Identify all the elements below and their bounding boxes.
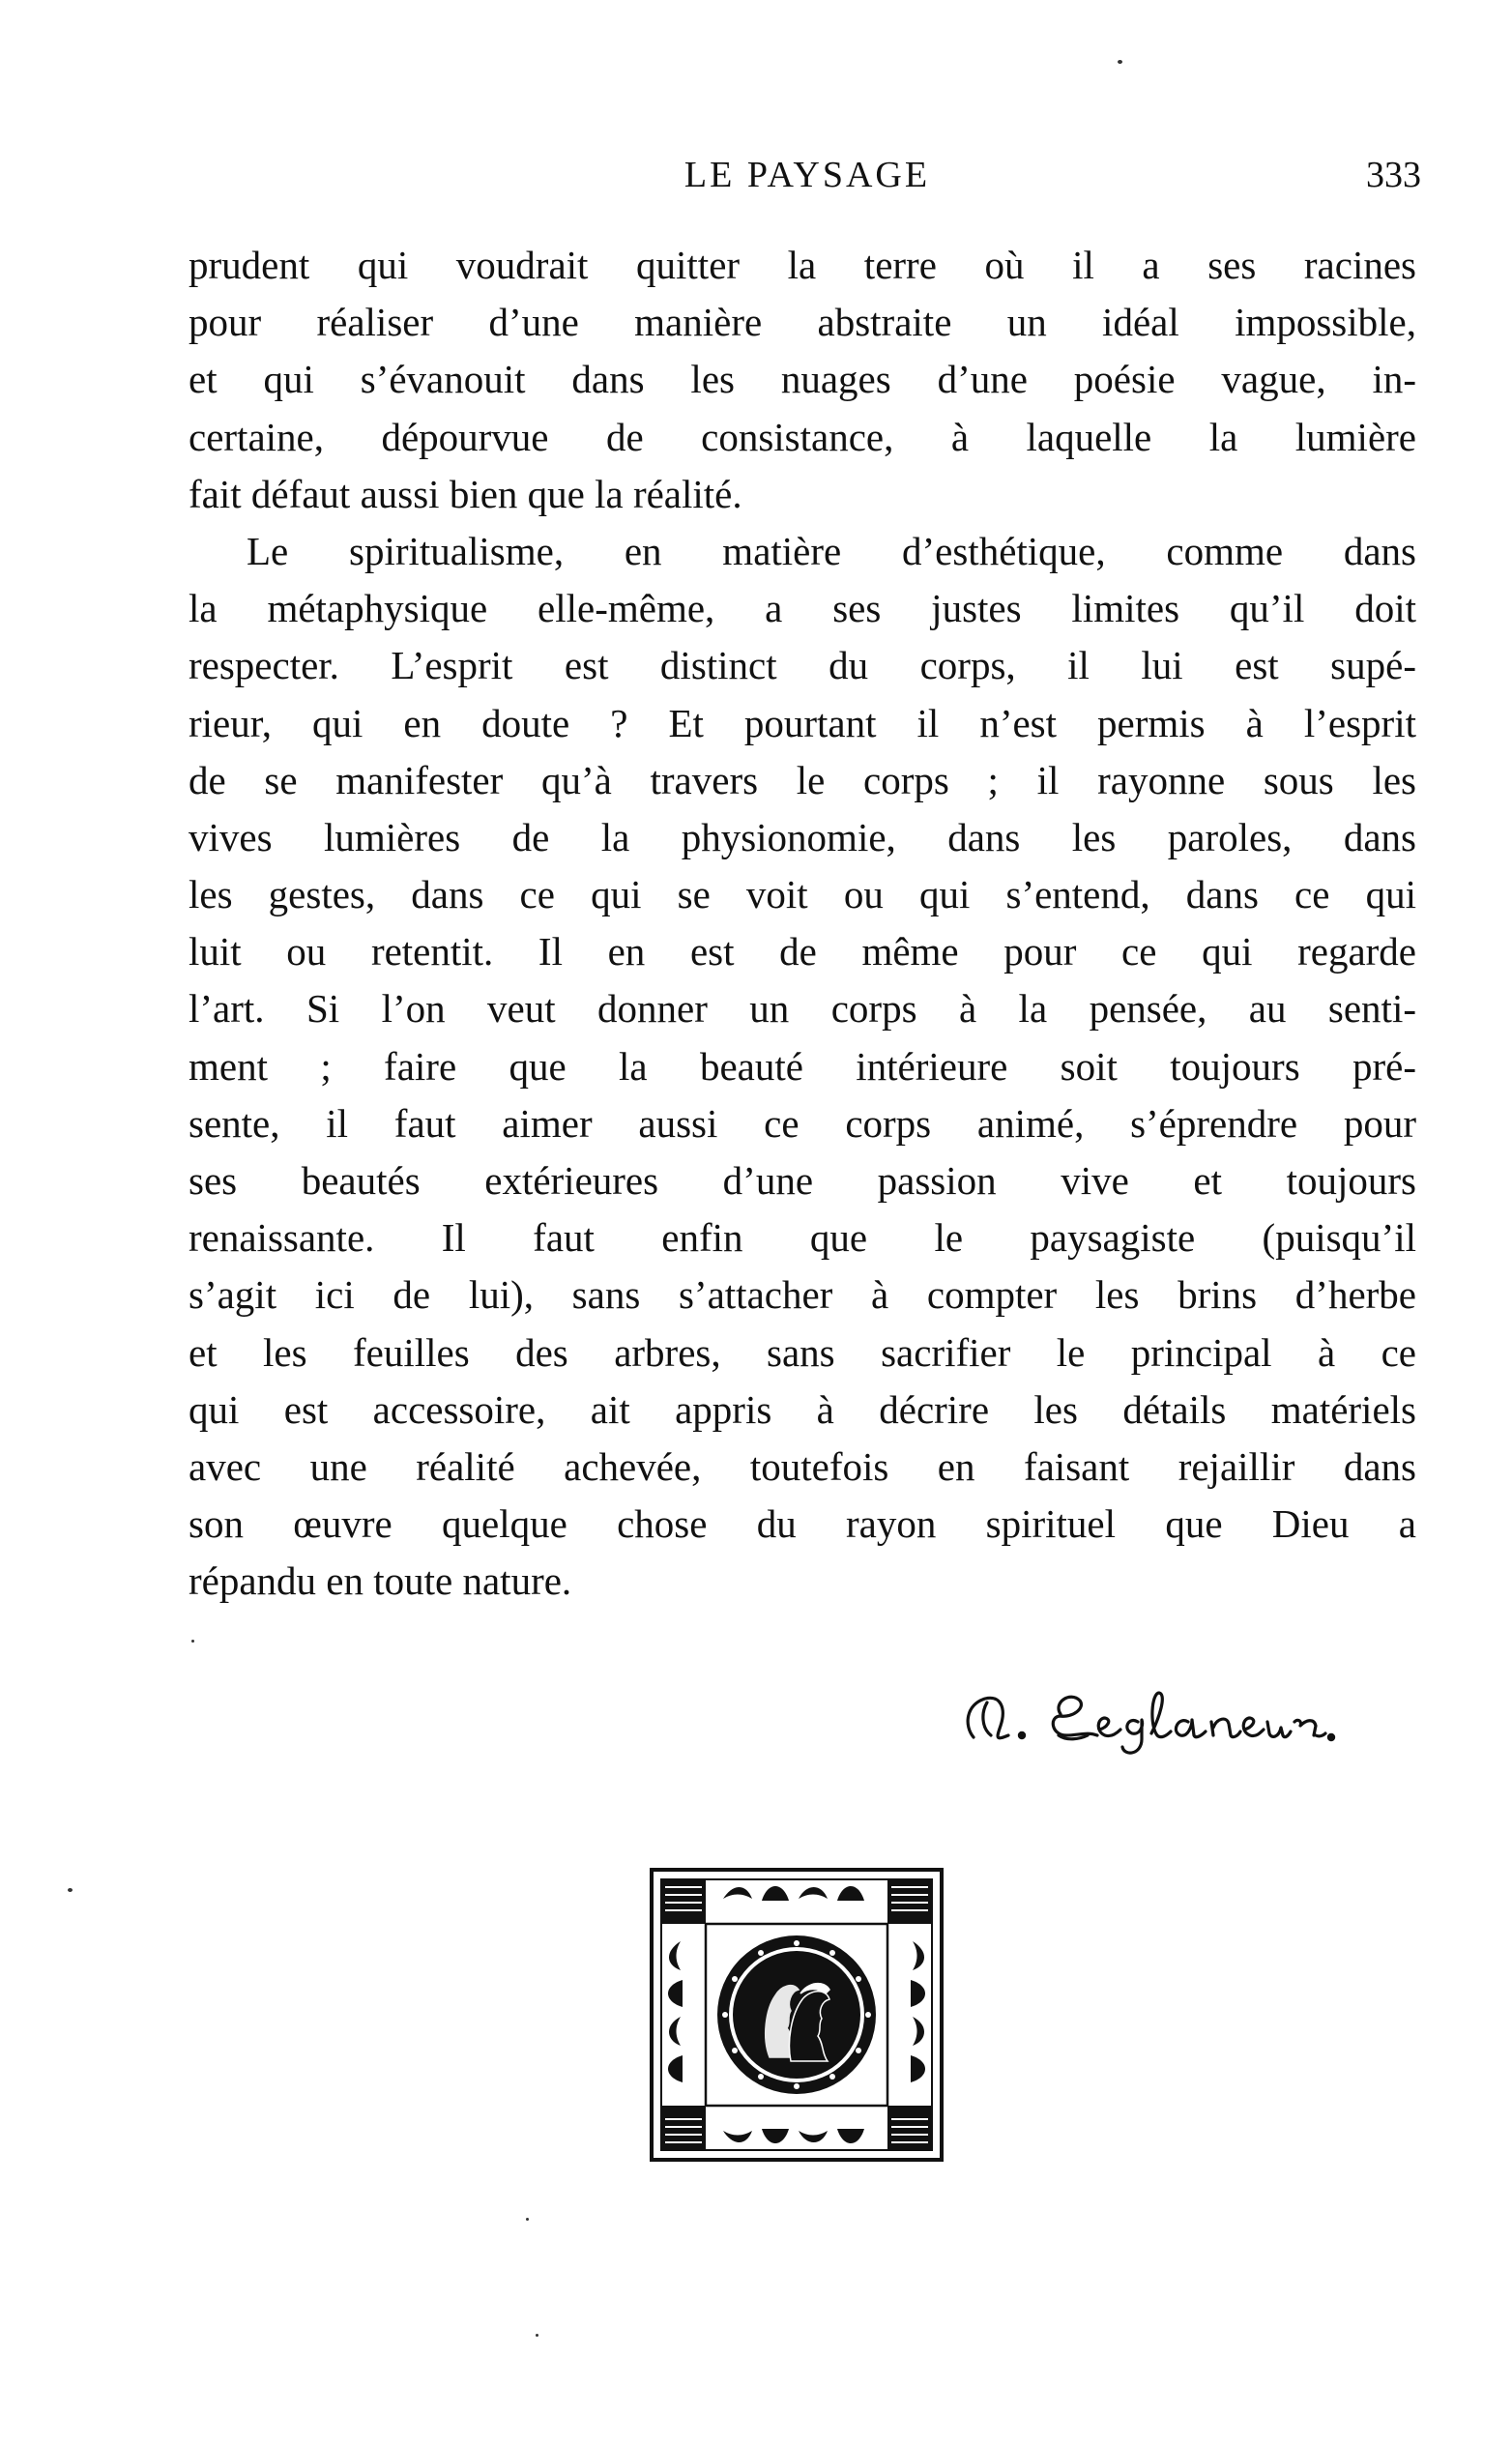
text-line: rieur, qui en doute ? Et pourtant il n’est permis à l’esprit [189,700,1416,745]
text-line: la métaphysique elle-même, a ses justes limites qu’il doit [189,586,1416,631]
print-speck [191,1640,194,1643]
text-line: Le spiritualisme, en matière d’esthétique, comme dans [247,528,1416,573]
text-line: respecter. L’esprit est distinct du corps, il lui est supé- [189,643,1416,688]
text-line: qui est accessoire, ait appris à décrire les détails matériels [189,1386,1416,1432]
text-line: luit ou retentit. Il en est de même pour ce qui regarde [189,929,1416,975]
print-speck [526,2218,529,2221]
text-line: ses beautés extérieures d’une passion vive et toujours [189,1158,1416,1203]
text-line: prudent qui voudrait quitter la terre où il a ses racines [189,243,1416,287]
text-line: et les feuilles des arbres, sans sacrifier le principal à ce [189,1329,1416,1375]
text-line: et qui s’évanouit dans les nuages d’une poésie vague, in- [189,357,1416,402]
text-line: vives lumières de la physionomie, dans les paroles, dans [189,814,1416,859]
text-line: certaine, dépourvue de consistance, à laquelle la lumière [189,414,1416,459]
body-text [189,237,1416,1611]
print-speck [536,2334,538,2337]
text-line: pour réaliser d’une manière abstraite un idéal impossible, [189,300,1416,345]
text-line: répandu en toute nature. [189,1558,572,1604]
text-line: renaissante. Il faut enfin que le paysagiste (puisqu’il [189,1215,1416,1261]
text-line: ment ; faire que la beauté intérieure soit toujours pré- [189,1043,1416,1089]
text-line: fait défaut aussi bien que la réalité. [189,471,742,516]
print-speck [1118,60,1122,64]
ornamental-vignette-icon [646,1864,947,2166]
running-head [193,150,1421,200]
print-speck [68,1888,73,1892]
page-number: 333 [1366,155,1421,195]
text-line: s’agit ici de lui), sans s’attacher à compter les brins d’herbe [189,1272,1416,1318]
text-line: de se manifester qu’à travers le corps ; il rayonne sous les [189,757,1416,802]
text-line: son œuvre quelque chose du rayon spirituel que Dieu a [189,1501,1416,1547]
text-line: l’art. Si l’on veut donner un corps à la pensée, au senti- [189,986,1416,1032]
running-title: LE PAYSAGE [683,155,931,195]
text-line: avec une réalité achevée, toutefois en faisant rejaillir dans [189,1443,1416,1489]
text-line: sente, il faut aimer aussi ce corps animé, s’éprendre pour [189,1100,1416,1146]
text-line: les gestes, dans ce qui se voit ou qui s’entend, dans ce qui [189,872,1416,917]
author-signature [952,1658,1339,1764]
